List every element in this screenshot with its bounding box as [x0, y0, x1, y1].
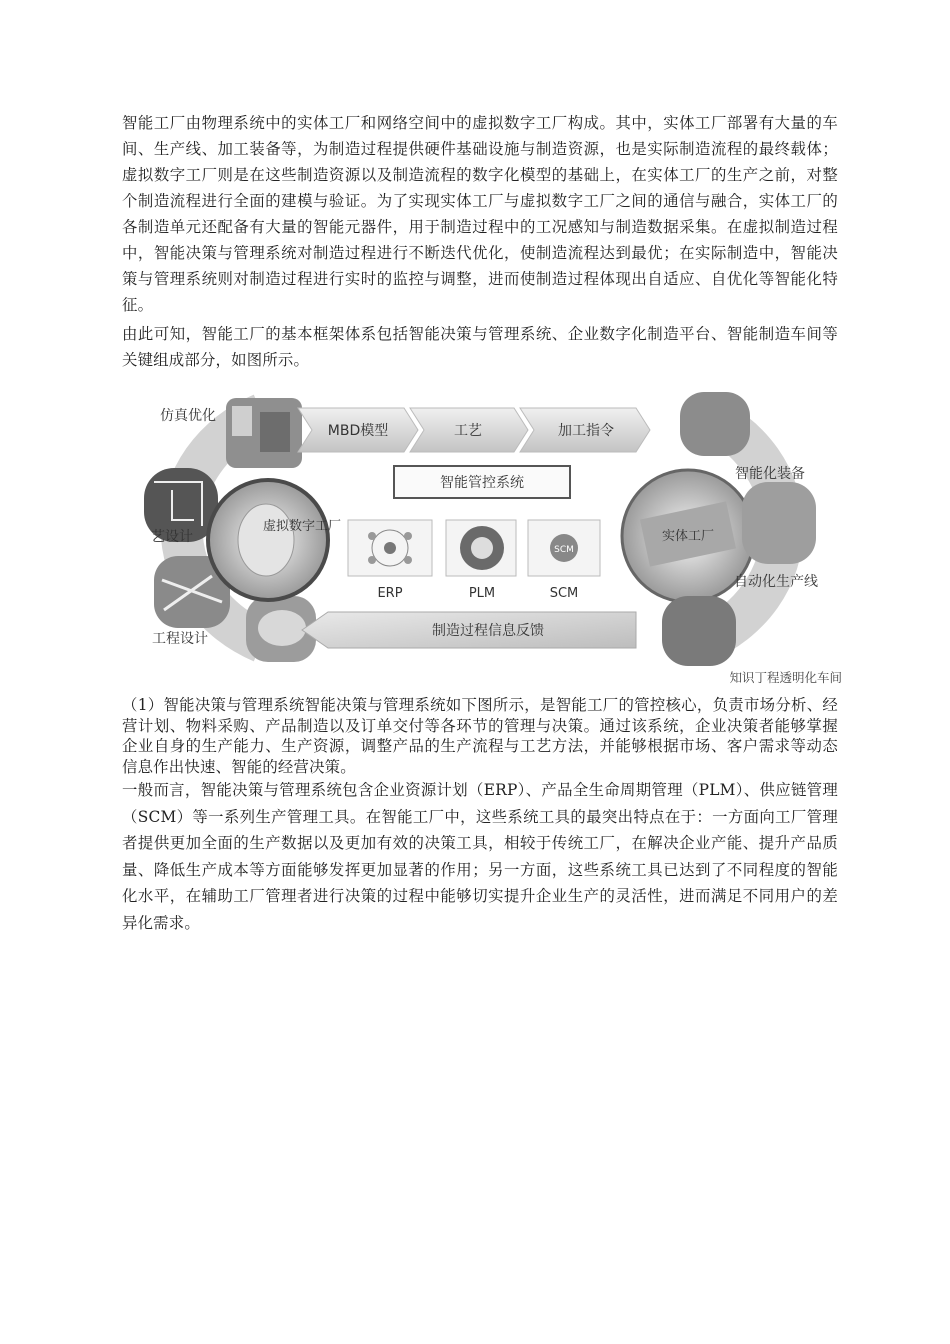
- virtual-factory-label: 虚拟数字工厂: [262, 519, 342, 534]
- simulation-label: 仿真优化: [160, 408, 216, 424]
- feedback-label: 制造过程信息反馈: [432, 623, 544, 639]
- smart-equipment-label: 智能化装备: [735, 466, 805, 482]
- scm-tile: [528, 520, 600, 576]
- robot-head-icon: [238, 504, 294, 576]
- process-design-label: 艺设计: [151, 529, 193, 545]
- plm-label: PLM: [468, 586, 496, 601]
- paragraph-intro: 智能工厂由物理系统中的实体工厂和网络空间中的虚拟数字工厂构成。其中，实体工厂部署有大量的车间、生产线、加工装备等，为制造过程提供硬件基础设施与制造资源，也是实际制造流程的最终载体；虚拟数字工厂则是在这些制造资源以及制造流程的数字化模型的基础上，在实体工厂的生产之前，对整个制造流程进行全面的建模与验证。为了实现实体工厂与虚拟数字工厂之间的通信与融合，实体工厂的各制造单元还配备有大量的智能元器件，用于制造过程中的工况感知与制造数据采集。在虚拟制造过程中，智能决策与管理系统对制造过程进行不断迭代优化，使制造流程达到最优；在实际制造中，智能决策与管理系统则对制造过程进行实时的监控与调整，进而使制造过程体现出自适应、自优化等智能化特征。: [122, 114, 838, 314]
- scm-logo-text: SCM: [554, 545, 574, 555]
- erp-tile: [348, 520, 432, 576]
- engineering-design-label: 工程设计: [152, 631, 208, 647]
- erp-label: ERP: [377, 586, 403, 601]
- automated-line-label: 自动化生产线: [734, 574, 818, 590]
- arrow-machining-instruction: 加工指令: [558, 423, 614, 439]
- paragraph-management-tools: 一般而言，智能决策与管理系统包含企业资源计划（ERP）、产品全生命周期管理（PLM）、供应链管理（SCM）等一系列生产管理工具。在智能工厂中，这些系统工具的最突出特点在于：一方面向工厂管理者提供更加全面的生产数据以及更加有效的决策工具，相较于传统工厂，在解决企业产能、提升产品质量、降低生产成本等方面能够发挥更加显著的作用；另一方面，这些系统工具已达到了不同程度的智能化水平，在辅助工厂管理者进行决策的过程中能够切实提升企业生产的灵活性，进而满足不同用户的差异化需求。: [122, 781, 838, 932]
- paragraph-decision-system: （1）智能决策与管理系统智能决策与管理系统如下图所示，是智能工厂的管控核心，负责市场分析、经营计划、物料采购、产品制造以及订单交付等各环节的管理与决策。通过该系统，企业决策者能够掌握企业自身的生产能力、生产资源，调整产品的生产流程与工艺方法，并能够根据市场、客户需求等动态信息作出快速、智能的经营决策。: [122, 696, 838, 776]
- plm-tile: [446, 520, 516, 576]
- figure-caption: 知识丁程透明化车间: [729, 670, 842, 685]
- paragraph-framework: 由此可知，智能工厂的基本框架体系包括智能决策与管理系统、企业数字化制造平台、智能制造车间等关键组成部分，如图所示。: [122, 325, 838, 369]
- physical-factory-label: 实体工厂: [661, 529, 715, 544]
- arrow-mbd-model: MBD模型: [327, 423, 389, 439]
- scm-label: SCM: [549, 586, 579, 601]
- control-system-label: 智能管控系统: [440, 475, 524, 491]
- smart-factory-diagram: [142, 390, 822, 668]
- arrow-process: 工艺: [454, 423, 482, 439]
